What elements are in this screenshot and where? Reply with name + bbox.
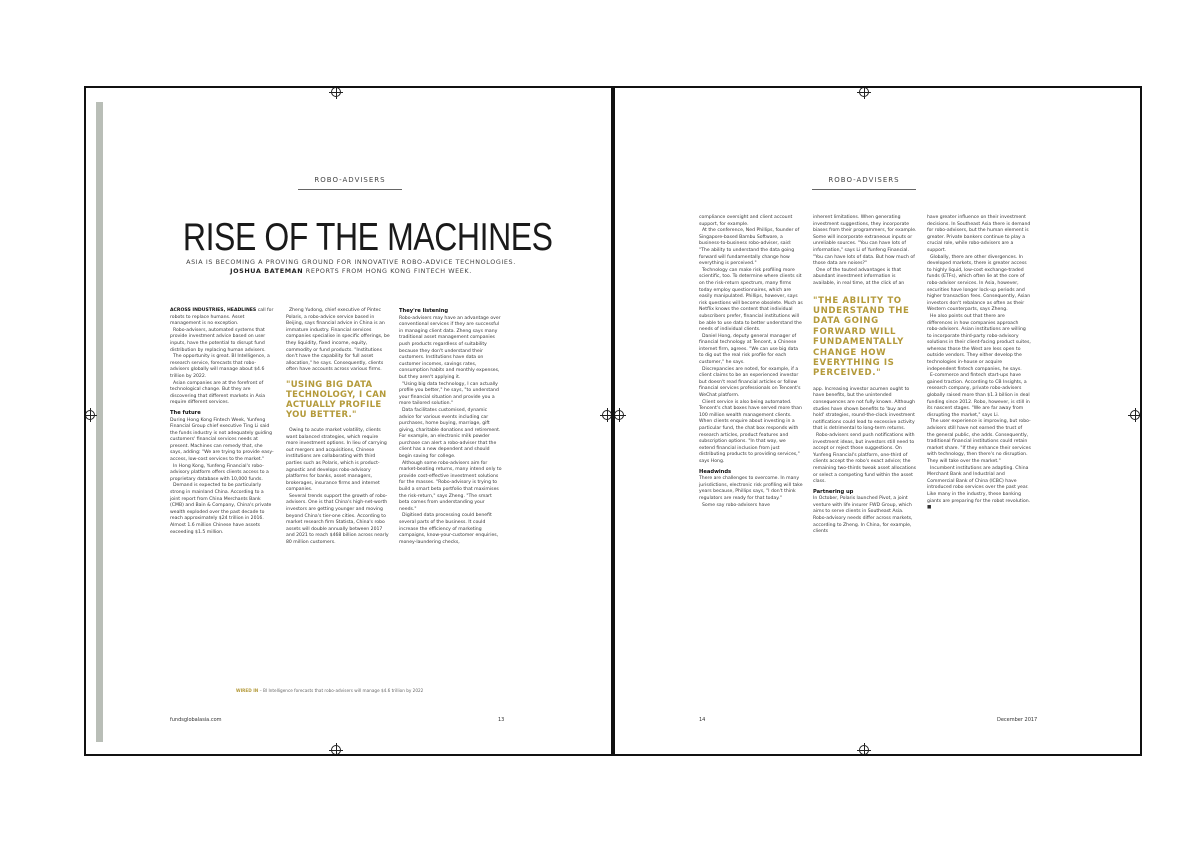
subheading: They're listening xyxy=(399,308,449,314)
paragraph: Daniel Hong, deputy general manager of financial technology at Tencent, a Chinese internet firm, agrees. "We can use big data to dig out the real risk profile for each customer," he says. xyxy=(699,333,799,366)
spine-bar xyxy=(96,102,103,742)
paragraph: Technology can make risk profiling more scientific, too. To determine where clients sit on the risk-return spectrum, many firms today employ questionnaires, which are easily manipulated. Phillips, however, says risk questions will become obsolete. Much as Netflix knows the content that individual subscribers prefer, financial institutions will be able to use data to better understand the needs of individual clients. xyxy=(699,267,803,333)
paragraph: Data facilitates customised, dynamic advice for various events including car purchases, home buying, marriage, gift giving, charitable donations and retirement. For example, an electronic milk powder purchase can alert a robo-adviser that the client has a new dependent and should begin saving for college. xyxy=(399,407,501,460)
paragraph: Digitised data processing could benefit several parts of the business. It could increase the efficiency of marketing campaigns, know-your-customer enquiries, money-laundering checks, xyxy=(399,513,499,545)
paragraph: E-commerce and fintech start-ups have gained traction. According to CB Insights, a research company, private robo-advisers globally raised more than $1.3 billion in deal funding since 2012. Robo, however, is still in its nascent stages. "We are far away from disrupting the market," says Li. xyxy=(927,373,1030,418)
paragraph: During Hong Kong Fintech Week, Yunfeng Financial Group chief executive Ting Li said the funds industry is not adequately guiding customers' financial services needs at present. Machines can remedy that, she says, adding: "We are trying to provide easy-access, low-cost services to the market." xyxy=(170,417,274,463)
registration-mark-icon xyxy=(331,87,341,97)
paragraph: There are challenges to overcome. In many jurisdictions, electronic risk profiling will take years because, Phillips says, "I don't think regulators are ready for that today." xyxy=(699,476,803,501)
left-page xyxy=(84,86,613,756)
footer-website: fundsglobalasia.com xyxy=(170,717,222,723)
caption-mark: WIRED IN xyxy=(236,688,259,693)
subheading: The future xyxy=(170,409,201,416)
right-page xyxy=(613,86,1142,756)
paragraph: Although some robo-advisers aim for market-beating returns, many intend only to provide cost-effective investment solutions for the masses. "Robo-advisory is trying to build a smart beta portfolio that maximises the risk-return," says Zheng. "The smart beta comes from understanding your needs." xyxy=(399,460,502,512)
paragraph: In October, Polaris launched Pivot, a joint venture with life insurer FWD Group, which aims to serve clients in Southeast Asia. Robo-advisory needs differ across markets, according to Zheng. In China, for example, clients xyxy=(813,496,913,535)
subheading: Partnering up xyxy=(813,488,854,495)
paragraph: The user experience is improving, but robo-advisers still have not earned the trust of the general public, she adds. Consequently, traditional financial institutions could retain market share. "If they enhance their services with technology, then there's no disruption. They will take over the market." xyxy=(927,419,1031,464)
paragraph: Some say robo-advisers have xyxy=(702,502,770,508)
paragraph: Robo-advisers may have an advantage over conventional services if they are successful in managing client data. Zheng says many traditional asset management companies push products regardless of suitability because they don't understand their customers. Institutions have data on customer incomes, savings rates, consumption habits and monthly expenses, but they aren't applying it. xyxy=(399,315,501,380)
paragraph: ACROSS INDUSTRIES, HEADLINES call for robots to replace humans. Asset management is no exception. xyxy=(170,308,274,327)
article-column-1 xyxy=(699,215,803,509)
paragraph: The opportunity is great. BI Intelligence, a research service, forecasts that robo-advisers globally will manage about $4.6 trillion by 2022. xyxy=(170,354,270,379)
section-label: ROBO-ADVISERS xyxy=(812,176,916,190)
registration-mark-icon xyxy=(614,410,624,420)
paragraph: Demand is expected to be particularly strong in mainland China. According to a joint report from China Merchants Bank (CMB) and Bain & Company, China's private wealth exploded over the past decade to reach approximately $24 trillion in 2016. Almost 1.6 million Chinese have assets exceeding $1.5 million. xyxy=(170,483,272,535)
article-column-1 xyxy=(170,308,274,536)
paragraph: Zheng Yudong, chief executive of Pintec Polaris, a robo-advice service based in Beijing, says financial advice in China is an immature industry. Financial services companies specialise in specific offerings, be they liquidity, fixed income, equity, commodity or fund products. "Institutions don't have the capability for full asset allocation," he says. Consequently, clients often have accounts across various firms. xyxy=(286,308,390,373)
paragraph: Robo-advisers send push notifications with investment ideas, but investors still need to accept or reject those suggestions. On Yunfeng Financial's platform, one-third of clients accept the robo's exact advice; the remaining two-thirds tweak asset allocations or select a competing fund within the asset class. xyxy=(813,432,917,485)
subheading: Headwinds xyxy=(699,468,732,475)
paragraph: Client service is also being automated. Tencent's chat boxes have served more than 100 million wealth management clients. When clients enquire about investing in a particular fund, the chat box responds with research articles, product features and subscription options. "In that way, we extend financial inclusion from just distributing products to providing services," says Hong. xyxy=(699,399,802,464)
standfirst-text: ASIA IS BECOMING A PROVING GROUND FOR INNOVATIVE ROBO-ADVICE TECHNOLOGIES. xyxy=(186,258,516,266)
pull-quote: "USING BIG DATA TECHNOLOGY, I CAN ACTUALLY PROFILE YOU BETTER." xyxy=(286,379,387,420)
footer-date: December 2017 xyxy=(997,717,1038,723)
paragraph: In Hong Kong, Yunfeng Financial's robo-advisory platform offers clients access to a proprietary database with 10,000 funds. xyxy=(170,463,269,482)
page-number: 13 xyxy=(498,717,505,723)
paragraph: "Using big data technology, I can actually profile you better," he says, "to understand your financial situation and provide you a more tailored solution." xyxy=(399,381,499,407)
registration-mark-icon xyxy=(859,745,869,755)
paragraph: He also points out that there are differences in how companies approach robo-advisers. Asian institutions are willing to incorporate third-party robo-advisory solutions in their client-facing product suites, whereas those the West are less open to outside vendors. They either develop the technologies in-house or acquire independent fintech companies, he says. xyxy=(927,313,1031,372)
paragraph: inherent limitations. When generating investment suggestions, they incorporate biases from their programmers, for example. Some will incorporate extraneous inputs or unreliable sources. "You can have lots of information," says Li of Yunfeng Financial. "You can have lots of data. But how much of those data are noises?" xyxy=(813,215,917,267)
paragraph: Owing to acute market volatility, clients want balanced strategies, which require more investment options. In lieu of carrying out mergers and acquisitions, Chinese institutions are collaborating with third parties such as Polaris, which is product-agnostic and develops robo-advisory platforms for banks, asset managers, brokerages, insurance firms and internet companies. xyxy=(286,427,387,493)
standfirst xyxy=(186,258,516,276)
paragraph: app. Increasing investor acumen ought to have benefits, but the unintended consequences are not fully known. Although studies have shown benefits to 'buy and hold' strategies, round-the-clock investment notifications could lead to excessive activity that is detrimental to long-term returns. xyxy=(813,386,916,432)
paragraph: compliance oversight and client account support, for example. xyxy=(699,215,793,227)
paragraph: Asian companies are at the forefront of technological change. But they are discovering that different markets in Asia require different services. xyxy=(170,380,266,406)
paragraph: One of the touted advantages is that abundant investment information is available, in real time, at the click of an xyxy=(813,267,905,286)
section-label: ROBO-ADVISERS xyxy=(298,176,402,190)
registration-mark-icon xyxy=(331,745,341,755)
registration-mark-icon xyxy=(602,410,612,420)
headline: RISE OF THE MACHINES xyxy=(182,216,553,259)
paragraph: Discrepancies are noted, for example, if a client claims to be an experienced investor but doesn't read financial articles or follow financial services professionals on Tencent's WeChat platform. xyxy=(699,366,801,399)
article-column-2 xyxy=(286,308,390,547)
paragraph: Globally, there are other divergences. In developed markets, there is greater access to highly liquid, low-cost exchange-traded funds (ETFs), which often lie at the core of robo-adviser services. In Asia, however, securities have longer lock-up periods and higher transaction fees. Consequently, Asian investors don't rebalance as often as their Western counterparts, says Zheng. xyxy=(927,254,1031,313)
paragraph: Several trends support the growth of robo-advisers. One is that China's high-net-worth investors are getting younger and moving beyond China's tier-one cities. According to market research firm Statista, China's robo assets will double annually between 2017 and 2021 to reach $468 billion across nearly 80 million customers. xyxy=(286,493,389,546)
page-number: 14 xyxy=(699,717,706,723)
registration-mark-icon xyxy=(85,410,95,420)
author-name: JOSHUA BATEMAN xyxy=(230,267,304,275)
pull-quote: "THE ABILITY TO UNDERSTAND THE DATA GOING FORWARD WILL FUNDAMENTALLY CHANGE HOW EVERYTHING IS PERCEIVED." xyxy=(813,295,910,379)
paragraph: At the conference, Ned Phillips, founder of Singapore-based Bambu Software, a business-to-business robo-adviser, said: "The ability to understand the data going forward will fundamentally change how everything is perceived." xyxy=(699,228,800,267)
paragraph: Robo-advisers, automated systems that provide investment advice based on user inputs, have the potential to disrupt fund distribution by replacing human advisers. xyxy=(170,327,266,353)
registration-mark-icon xyxy=(1130,410,1140,420)
paragraph: have greater influence on their investment decisions. In Southeast Asia there is demand for robo-advisers, but the human element is greater. Private bankers continue to play a crucial role, while robo-advisers are a support. xyxy=(927,215,1031,253)
article-column-3 xyxy=(399,308,503,546)
standfirst-text-end: REPORTS FROM HONG KONG FINTECH WEEK. xyxy=(303,267,472,275)
article-column-2 xyxy=(813,215,917,536)
end-mark-icon: ■ xyxy=(927,505,932,511)
lead-in: ACROSS INDUSTRIES, HEADLINES xyxy=(170,308,257,313)
paragraph: Incumbent institutions are adapting. China Merchant Bank and Industrial and Commercial Bank of China (ICBC) have introduced robo services over the past year. Like many in the industry, these banking giants are preparing for the robot revolution. ■ xyxy=(927,465,1031,511)
caption-text: – BI Intelligence forecasts that robo-advisers will manage $4.6 trillion by 2022 xyxy=(258,688,424,693)
image-caption xyxy=(236,688,486,693)
registration-mark-icon xyxy=(859,87,869,97)
article-column-3 xyxy=(927,215,1031,512)
